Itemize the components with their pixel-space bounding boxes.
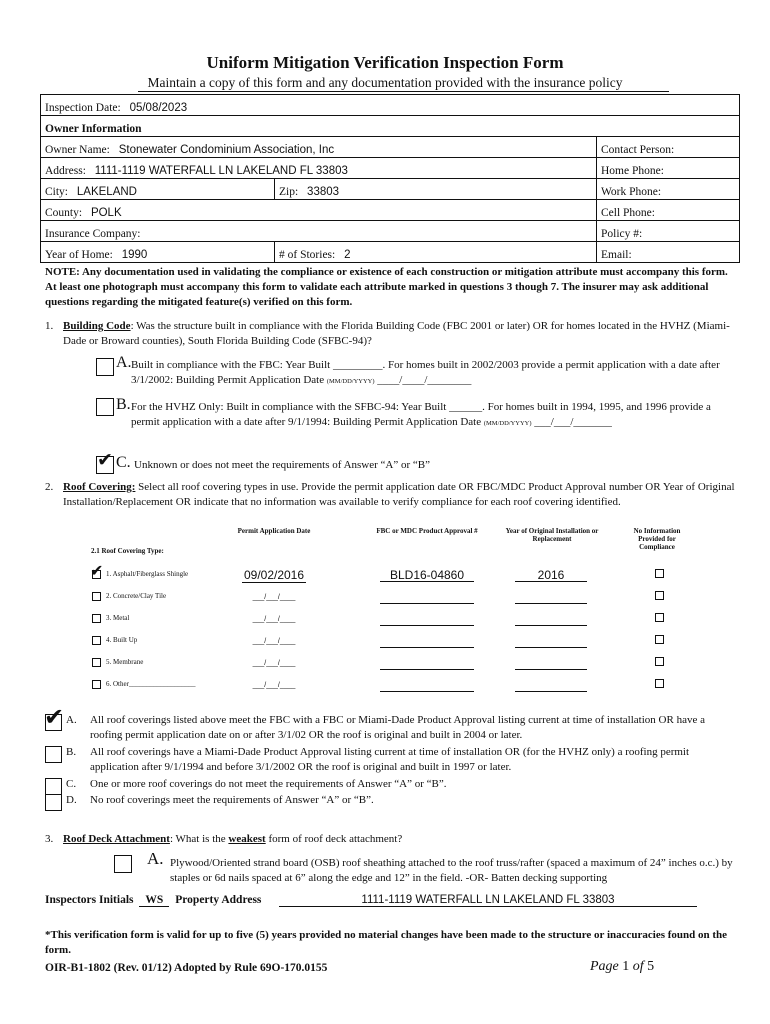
- q3-option-a-letter: A.: [147, 849, 164, 868]
- year-installation-header: Year of Original Installation or Replacement: [505, 527, 599, 543]
- roof-type-checkbox[interactable]: [92, 658, 101, 667]
- q1-option-c-letter: C.: [116, 454, 131, 471]
- q1-option-b-date-format: (MM/DD/YYYY): [483, 420, 532, 427]
- owner-name-field[interactable]: Stonewater Condominium Association, Inc: [118, 144, 335, 156]
- permit-date-header: Permit Application Date: [237, 527, 311, 535]
- year-of-home-label: Year of Home:: [45, 249, 113, 261]
- q3-number: 3.: [45, 833, 54, 845]
- q1-option-b-checkbox[interactable]: [96, 398, 114, 416]
- roof-type-checkbox[interactable]: [92, 636, 101, 645]
- stories-cell: [275, 242, 597, 263]
- q1-option-a-checkbox[interactable]: [96, 358, 114, 376]
- city-label: City:: [45, 186, 69, 198]
- q1-option-a-date-format: (MM/DD/YYYY): [326, 378, 375, 385]
- q3-heading: Roof Deck Attachment: [63, 833, 170, 845]
- email-label: Email:: [601, 249, 632, 261]
- product-approval-field[interactable]: [380, 634, 474, 648]
- q1-option-b-letter: B.: [116, 396, 131, 413]
- city-cell: [41, 179, 275, 200]
- roof-type-checkbox[interactable]: [92, 592, 101, 601]
- page-of: of: [632, 959, 644, 974]
- county-label: County:: [45, 207, 83, 219]
- documentation-note: NOTE: Any documentation used in validating the compliance or existence of each construction or mitigation attribute must accompany this form. At least one photograph must accompany this form to validate each attribute marked in questions 3 though 7. The insurer may ask additional questions regarding the mitigated feature(s) verified on this form.: [45, 266, 728, 308]
- inspector-initials-field[interactable]: WS: [139, 894, 169, 907]
- q2-option-checkbox[interactable]: [45, 778, 62, 795]
- inspector-initials: [45, 894, 261, 907]
- q1-number: 1.: [45, 320, 54, 332]
- q2-option-letter: C.: [66, 778, 77, 790]
- q1-option-b-text: For the HVHZ Only: Built in compliance with the SFBC-94: Year Built ______. For homes built in 1994, 1995, and 1996 provide a permit application with a date after 9/1/1994: Building Permit Application Date: [131, 401, 711, 428]
- q1-option-b: [131, 400, 737, 431]
- q2-option-check-icon: ✔: [44, 703, 65, 731]
- insurance-company-label: Insurance Company:: [45, 228, 141, 240]
- q3-weakest: weakest: [228, 833, 266, 845]
- owner-name-cell: [41, 137, 597, 158]
- product-approval-field[interactable]: [380, 612, 474, 626]
- city-field[interactable]: LAKELAND: [76, 186, 137, 198]
- roof-type-checkbox[interactable]: [92, 680, 101, 689]
- q1-option-a: [131, 358, 737, 389]
- validity-note: *This verification form is valid for up to five (5) years provided no material changes have been made to the structure or inaccuracies found on the form.: [45, 929, 728, 956]
- q3-option-a-text: Plywood/Oriented strand board (OSB) roof sheathing attached to the roof truss/rafter (spaced a maximum of 24” inches o.c.) by staples or 6d nails spaced at 6” along the edge and 12” in the field. -OR- Batten decking supporting: [170, 857, 733, 884]
- address-label: Address:: [45, 165, 86, 177]
- home-phone-label: Home Phone:: [601, 165, 664, 177]
- owner-info-heading: Owner Information: [41, 116, 740, 137]
- roof-type-label: 1. Asphalt/Fiberglass Shingle: [106, 570, 189, 578]
- page-word: Page: [590, 959, 619, 974]
- address-field[interactable]: 1111-1119 WATERFALL LN LAKELAND FL 33803: [94, 165, 348, 177]
- fbc-approval-header: FBC or MDC Product Approval #: [376, 527, 478, 535]
- question-3: [45, 832, 737, 847]
- q2-text: Select all roof covering types in use. Provide the permit application date OR FBC/MDC Product Approval number OR Year of Original Installation/Replacement OR indicate that no information was available to verify compliance for each roof covering identified.: [63, 481, 735, 508]
- q2-heading: Roof Covering:: [63, 481, 136, 493]
- installation-year-field[interactable]: [515, 656, 587, 670]
- contact-person-cell: [597, 137, 740, 158]
- county-field[interactable]: POLK: [90, 207, 122, 219]
- county-cell: [41, 200, 597, 221]
- cell-phone-cell: [597, 200, 740, 221]
- question-1: [45, 319, 737, 349]
- q2-option-text: One or more roof coverings do not meet the requirements of Answer “A” or “B”.: [90, 778, 447, 790]
- inspection-date-label: Inspection Date:: [45, 102, 121, 114]
- installation-year-field[interactable]: [515, 634, 587, 648]
- zip-field[interactable]: 33803: [307, 186, 340, 198]
- q1-text: : Was the structure built in compliance with the Florida Building Code (FBC 2001 or later) OR for homes located in the HVHZ (Miami-Dade or Broward counties), South Florida Building Code (SFBC-94)?: [63, 320, 730, 347]
- page-total: 5: [647, 959, 655, 974]
- roof-type-label: 5. Membrane: [106, 658, 144, 666]
- q2-option-letter: A.: [66, 714, 77, 726]
- no-info-checkbox[interactable]: [655, 679, 664, 688]
- property-address-field[interactable]: 1111-1119 WATERFALL LN LAKELAND FL 33803: [279, 894, 697, 907]
- cell-phone-label: Cell Phone:: [601, 207, 655, 219]
- no-info-checkbox[interactable]: [655, 613, 664, 622]
- product-approval-field[interactable]: [380, 678, 474, 692]
- q1-option-a-text: Built in compliance with the FBC: Year Built _________. For homes built in 2002/2003 provide a permit application with a date after 3/1/2002: Building Permit Application Date: [131, 359, 720, 386]
- permit-date-field[interactable]: ___/___/____: [252, 660, 296, 667]
- question-2: [45, 480, 737, 510]
- q3-text-pre: : What is the: [169, 833, 229, 845]
- product-approval-field[interactable]: [380, 656, 474, 670]
- q2-option-letter: B.: [66, 746, 77, 758]
- no-info-checkbox[interactable]: [655, 635, 664, 644]
- installation-year-field[interactable]: [515, 678, 587, 692]
- roof-type-checkbox[interactable]: [92, 614, 101, 623]
- roof-type-label: 2. Concrete/Clay Tile: [106, 592, 167, 600]
- permit-date-field[interactable]: ___/___/____: [252, 638, 296, 645]
- contact-person-label: Contact Person:: [601, 144, 675, 156]
- no-info-checkbox[interactable]: [655, 569, 664, 578]
- product-approval-field[interactable]: BLD16-04860: [380, 568, 474, 582]
- q2-option-letter: D.: [66, 794, 77, 806]
- permit-date-field[interactable]: 09/02/2016: [243, 568, 305, 582]
- email-cell: [597, 242, 740, 263]
- q1-option-a-letter: A.: [116, 354, 132, 371]
- page-indicator: [590, 959, 654, 975]
- no-info-checkbox[interactable]: [655, 591, 664, 600]
- inspector-initials-label: Inspectors Initials: [45, 894, 134, 906]
- policy-cell: [597, 221, 740, 242]
- subtitle-underline: [138, 91, 669, 92]
- inspection-date-cell: [41, 95, 740, 116]
- q2-option-checkbox[interactable]: [45, 746, 62, 763]
- q2-option-checkbox[interactable]: [45, 794, 62, 811]
- permit-date-field[interactable]: ___/___/____: [252, 682, 296, 689]
- stories-field[interactable]: 2: [344, 249, 351, 261]
- roof-type-label: 6. Other___________________: [106, 680, 196, 688]
- owner-name-label: Owner Name:: [45, 144, 110, 156]
- no-info-header: No Information Provided for Compliance: [633, 527, 681, 551]
- q2-option-text: All roof coverings listed above meet the FBC with a FBC or Miami-Dade Product Approval listing current at time of installation OR have a roofing permit application date on or after 3/1/02 OR the roof is original and built in 2004 or later.: [90, 714, 705, 741]
- policy-label: Policy #:: [601, 228, 643, 240]
- inspection-date-field[interactable]: 05/08/2023: [129, 102, 188, 114]
- no-info-checkbox[interactable]: [655, 657, 664, 666]
- roof-type-label: 3. Metal: [106, 614, 130, 622]
- work-phone-label: Work Phone:: [601, 186, 662, 198]
- work-phone-cell: [597, 179, 740, 200]
- installation-year-field[interactable]: [515, 612, 587, 626]
- form-title: Uniform Mitigation Verification Inspection Form: [206, 53, 564, 72]
- address-cell: [41, 158, 597, 179]
- permit-date-field[interactable]: ___/___/____: [252, 616, 296, 623]
- product-approval-field[interactable]: [380, 590, 474, 604]
- roof-type-check-icon: ✔: [90, 561, 104, 580]
- q3-option-a-checkbox[interactable]: [114, 855, 132, 873]
- installation-year-field[interactable]: [515, 590, 587, 604]
- q1-option-b-date-blank[interactable]: ___/___/_______: [534, 416, 612, 428]
- form-id: OIR-B1-1802 (Rev. 01/12) Adopted by Rule 69O-170.0155: [45, 962, 328, 974]
- owner-info-table: [40, 94, 740, 263]
- q2-option-text: All roof coverings have a Miami-Dade Product Approval listing current at time of installation OR (for the HVHZ only) a roofing permit application after 9/1/1994 and before 3/1/2002 OR the roof is original and built in 1997 or later.: [90, 746, 690, 773]
- stories-label: # of Stories:: [279, 249, 336, 261]
- property-address-label: Property Address: [175, 894, 262, 906]
- form-subtitle: Maintain a copy of this form and any documentation provided with the insurance policy: [147, 75, 623, 90]
- roof-covering-type-header: 2.1 Roof Covering Type:: [91, 547, 164, 555]
- q1-option-c-text: Unknown or does not meet the requirements of Answer “A” or “B”: [134, 459, 431, 471]
- q3-text-post: form of roof deck attachment?: [265, 833, 403, 845]
- q1-option-a-date-blank[interactable]: ____/____/________: [377, 374, 472, 386]
- installation-year-field[interactable]: 2016: [515, 568, 587, 582]
- year-of-home-field[interactable]: 1990: [121, 249, 148, 261]
- permit-date-field[interactable]: ___/___/____: [252, 594, 296, 601]
- home-phone-cell: [597, 158, 740, 179]
- insurance-company-cell: [41, 221, 597, 242]
- year-of-home-cell: [41, 242, 275, 263]
- zip-label: Zip:: [279, 186, 299, 198]
- page-number: 1: [622, 959, 630, 974]
- q1-option-c-check-icon: ✔: [97, 449, 113, 471]
- roof-type-label: 4. Built Up: [106, 636, 138, 644]
- q2-number: 2.: [45, 481, 54, 493]
- zip-cell: [275, 179, 597, 200]
- q2-option-text: No roof coverings meet the requirements of Answer “A” or “B”.: [90, 794, 374, 806]
- q1-heading: Building Code: [63, 320, 131, 332]
